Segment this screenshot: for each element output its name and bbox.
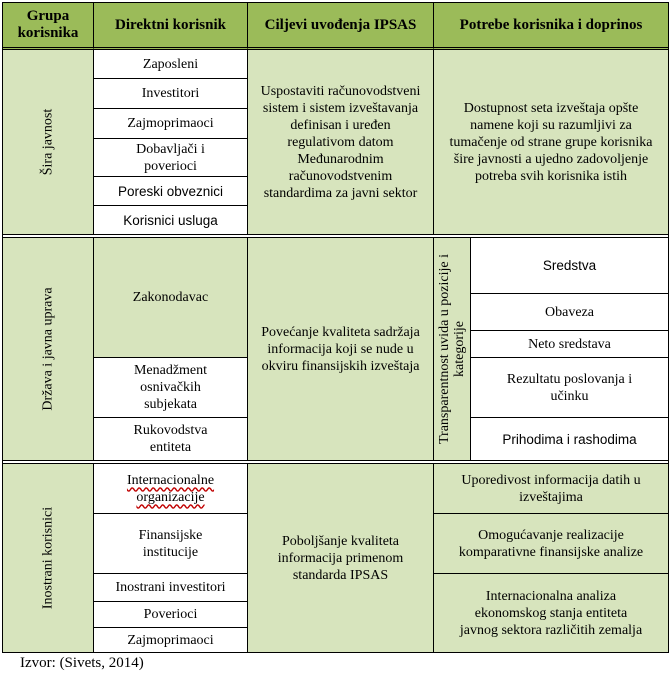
header-group: Grupa korisnika <box>3 3 94 50</box>
transparency-label: Transparentnost uvida u pozicije i kategorije <box>437 254 467 445</box>
user-cell: Korisnici usluga <box>94 206 248 234</box>
user-cell: Rukovodstva entiteta <box>94 418 248 460</box>
group-name-foreign <box>3 464 94 652</box>
user-cell: Poverioci <box>94 602 248 628</box>
user-cell: Zajmoprimaoci <box>94 109 248 139</box>
group-name-public <box>3 50 94 234</box>
category-cell: Neto sredstava <box>471 331 668 358</box>
group-label: Šira javnost <box>40 108 56 176</box>
header-direct-user: Direktni korisnik <box>94 3 248 50</box>
need-cell: Omogućavanje realizacije komparativne finansijske analize <box>434 514 668 574</box>
group-label: Država i javna uprava <box>40 287 56 411</box>
user-cell: Inostrani investitori <box>94 574 248 602</box>
group-name-state <box>3 238 94 460</box>
need-cell: Uporedivost informacija datih u izveštajima <box>434 464 668 514</box>
user-cell: Finansijske institucije <box>94 514 248 574</box>
header-goals: Ciljevi uvođenja IPSAS <box>248 3 434 50</box>
user-cell: Dobavljači i poverioci <box>94 139 248 177</box>
user-label: Internacionalne organizacije <box>126 472 215 505</box>
user-cell: Investitori <box>94 79 248 109</box>
category-cell: Rezultatu poslovanja i učinku <box>471 358 668 418</box>
goal-cell-public: Uspostaviti računovodstveni sistem i sistem izveštavanja definisan i uređen regulativom datom Međunarodnim računovodstvenim standardima za javni sektor <box>248 50 434 234</box>
transparency-cell <box>434 238 471 460</box>
user-cell: Zakonodavac <box>94 238 248 358</box>
user-cell: Zaposleni <box>94 50 248 79</box>
category-cell: Prihodima i rashodima <box>471 418 668 460</box>
category-cell: Obaveza <box>471 294 668 331</box>
goal-cell-state: Povećanje kvaliteta sadržaja informacija koji se nude u okviru finansijskih izveštaja <box>248 238 434 460</box>
header-needs: Potrebe korisnika i doprinos <box>434 3 668 50</box>
user-cell: Zajmoprimaoci <box>94 628 248 652</box>
need-cell-public: Dostupnost seta izveštaja opšte namene koji su razumljivi za tumačenje od strane grupe korisnika šire javnosti a ujedno zadovoljenje potreba svih korisnika istih <box>434 50 668 234</box>
category-cell: Sredstva <box>471 238 668 294</box>
users-table <box>2 2 669 653</box>
source-caption: Izvor: (Sivets, 2014) <box>20 655 144 671</box>
user-cell: Poreski obveznici <box>94 177 248 206</box>
user-cell <box>94 464 248 514</box>
user-cell: Menadžment osnivačkih subjekata <box>94 358 248 418</box>
group-label: Inostrani korisnici <box>40 506 56 610</box>
goal-cell-foreign: Poboljšanje kvaliteta informacija primenom standarda IPSAS <box>248 464 434 652</box>
need-cell: Internacionalna analiza ekonomskog stanja entiteta javnog sektora različitih zemalja <box>434 574 668 652</box>
